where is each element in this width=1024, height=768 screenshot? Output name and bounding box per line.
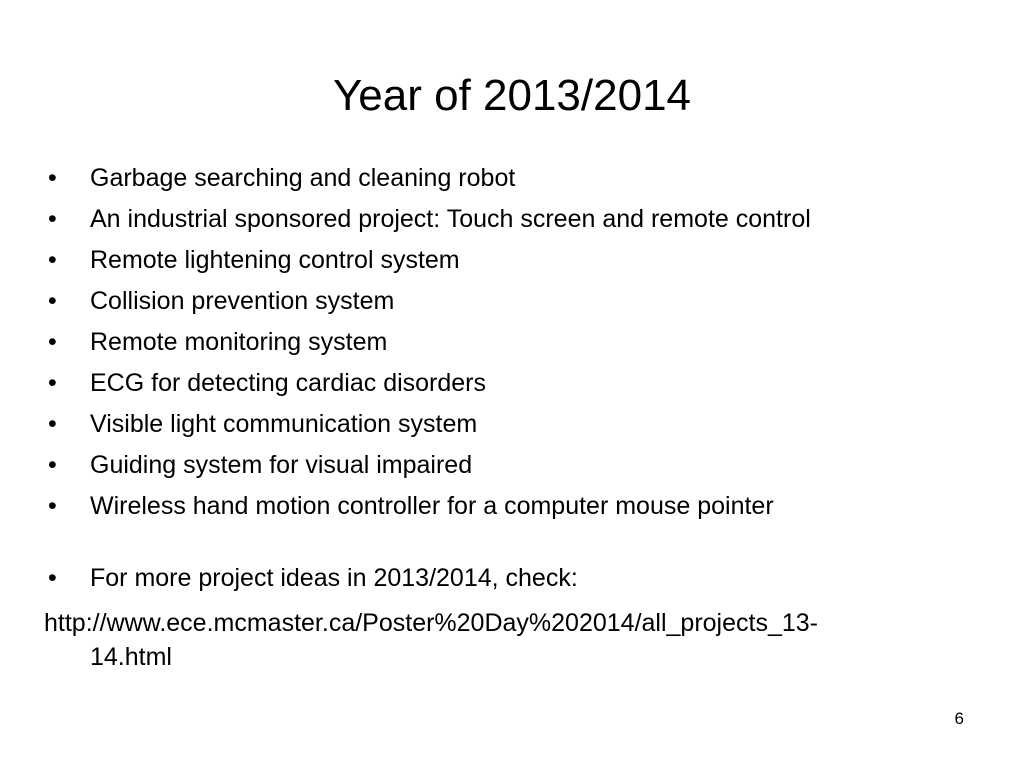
bullet-dot-icon: • xyxy=(48,492,57,520)
bullet-dot-icon: • xyxy=(48,205,57,233)
bullet-text: Remote monitoring system xyxy=(90,328,388,356)
bullet-item xyxy=(44,199,984,240)
bullet-text: Wireless hand motion controller for a computer mouse pointer xyxy=(90,492,774,520)
bullet-item xyxy=(44,158,984,199)
bullet-dot-icon: • xyxy=(48,410,57,438)
bullet-dot-icon: • xyxy=(48,246,57,274)
bullet-dot-icon: • xyxy=(48,164,57,192)
bullet-dot-icon: • xyxy=(48,328,57,356)
bullet-text: Remote lightening control system xyxy=(90,246,460,274)
bullet-item xyxy=(44,486,984,527)
bullet-text: Collision prevention system xyxy=(90,287,395,315)
bullet-item-more-ideas xyxy=(44,558,984,599)
bullet-item xyxy=(44,363,984,404)
bullet-dot-icon: • xyxy=(48,287,57,315)
link-text-line2[interactable]: 14.html xyxy=(90,643,172,671)
bullet-text: Visible light communication system xyxy=(90,410,478,438)
link-text-line1[interactable]: http://www.ece.mcmaster.ca/Poster%20Day%202014/all_projects_13- xyxy=(44,609,818,637)
bullet-item xyxy=(44,445,984,486)
slide-title: Year of 2013/2014 xyxy=(332,71,692,120)
bullet-item xyxy=(44,240,984,281)
bullet-dot-icon: • xyxy=(48,451,57,479)
bullet-dot-icon: • xyxy=(48,369,57,397)
bullet-item xyxy=(44,281,984,322)
project-ideas-link[interactable] xyxy=(44,606,974,674)
bullet-item xyxy=(44,322,984,363)
list-spacer xyxy=(44,527,984,558)
page-number: 6 xyxy=(954,709,964,728)
more-ideas-text: For more project ideas in 2013/2014, check: xyxy=(90,564,578,592)
bullet-item xyxy=(44,404,984,445)
bullet-text: Garbage searching and cleaning robot xyxy=(90,164,516,192)
bullet-dot-icon: • xyxy=(48,564,57,592)
bullet-list xyxy=(44,158,984,599)
bullet-text: ECG for detecting cardiac disorders xyxy=(90,369,487,397)
bullet-text: An industrial sponsored project: Touch screen and remote control xyxy=(90,205,811,233)
bullet-text: Guiding system for visual impaired xyxy=(90,451,473,479)
